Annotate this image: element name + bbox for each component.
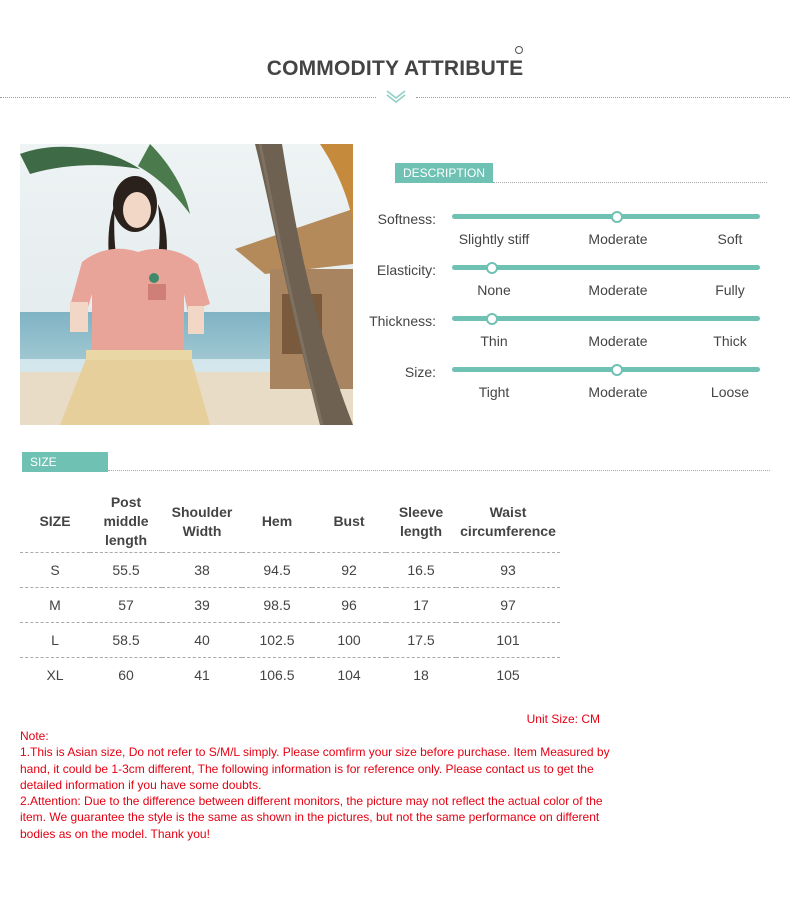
product-photo	[20, 144, 353, 425]
elasticity-scale-track	[452, 265, 760, 270]
header-waist-circumference: Waist circumference	[456, 491, 560, 553]
softness-option-low: Slightly stiff	[458, 231, 530, 247]
cell-post-middle-length: 55.5	[90, 553, 162, 588]
softness-option-mid: Moderate	[588, 231, 648, 247]
cell-shoulder-width: 40	[162, 623, 242, 658]
note-heading: Note:	[20, 729, 49, 743]
header-divider-left	[0, 97, 376, 98]
cell-sleeve-length: 18	[413, 667, 429, 683]
note-line-1: 1.This is Asian size, Do not refer to S/M/L simply. Please comfirm your size before purchase. Item Measured by hand, it could be 1-3cm different, The following information is for reference only. Please contact us to get the detailed information if you have some doubts.	[20, 745, 610, 792]
softness-scale-marker	[611, 211, 623, 223]
cell-waist-circumference: 101	[456, 623, 560, 658]
size-fit-option-mid: Moderate	[588, 384, 648, 400]
header-sleeve-length: Sleeve length	[386, 491, 456, 553]
thickness-label: Thickness:	[369, 313, 436, 329]
size-fit-scale-marker	[611, 364, 623, 376]
cell-bust: 92	[312, 553, 386, 588]
cell-hem: 94.5	[242, 553, 312, 588]
cell-shoulder-width: 39	[162, 588, 242, 623]
elasticity-option-high: Fully	[715, 282, 745, 298]
thickness-option-mid: Moderate	[588, 333, 648, 349]
table-row	[20, 623, 560, 658]
header-post-middle-length: Post middle length	[90, 491, 162, 553]
cell-hem: 98.5	[242, 588, 312, 623]
note-block	[20, 728, 610, 842]
cell-bust: 104	[337, 667, 361, 683]
unit-size-label: Unit Size: CM	[526, 712, 600, 726]
cell-hem: 102.5	[242, 623, 312, 658]
cell-waist-circumference: 105	[496, 667, 520, 683]
description-tag: DESCRIPTION	[395, 163, 493, 183]
elasticity-option-mid: Moderate	[588, 282, 648, 298]
size-table	[20, 491, 560, 692]
cell-size: S	[20, 553, 90, 588]
thickness-option-high: Thick	[713, 333, 747, 349]
cell-hem: 106.5	[259, 667, 295, 683]
chevron-down-icon	[385, 88, 407, 104]
elasticity-option-low: None	[477, 282, 511, 298]
elasticity-scale-marker	[486, 262, 498, 274]
thickness-scale-track	[452, 316, 760, 321]
size-filter-tag: SIZE FILTER	[22, 452, 108, 472]
softness-scale-track	[452, 214, 760, 219]
cell-post-middle-length: 57	[90, 588, 162, 623]
description-divider	[493, 182, 767, 183]
cell-size: L	[20, 623, 90, 658]
header-hem: Hem	[242, 491, 312, 553]
header-size: SIZE	[20, 491, 90, 553]
cell-bust: 100	[312, 623, 386, 658]
header-bust: Bust	[312, 491, 386, 553]
cell-shoulder-width: 41	[194, 667, 210, 683]
cell-shoulder-width: 38	[162, 553, 242, 588]
header-divider-right	[416, 97, 790, 98]
header-shoulder-width: Shoulder Width	[162, 491, 242, 553]
section-title: COMMODITY ATTRIBUTE	[266, 57, 524, 80]
degree-dot-icon	[515, 46, 523, 54]
cell-post-middle-length: 60	[118, 667, 134, 683]
cell-bust: 96	[312, 588, 386, 623]
cell-sleeve-length: 17	[386, 588, 456, 623]
size-fit-option-low: Tight	[478, 384, 510, 400]
softness-label: Softness:	[377, 211, 436, 227]
table-row	[20, 553, 560, 588]
size-fit-label: Size:	[404, 364, 436, 380]
table-header-row	[20, 491, 560, 553]
thickness-scale-marker	[486, 313, 498, 325]
size-fit-scale-track	[452, 367, 760, 372]
softness-option-high: Soft	[717, 231, 743, 247]
cell-waist-circumference: 97	[456, 588, 560, 623]
table-row	[20, 658, 560, 693]
cell-waist-circumference: 93	[456, 553, 560, 588]
thickness-option-low: Thin	[480, 333, 508, 349]
size-filter-divider	[108, 470, 770, 471]
cell-size: M	[20, 588, 90, 623]
cell-sleeve-length: 16.5	[386, 553, 456, 588]
note-line-2: 2.Attention: Due to the difference between different monitors, the picture may not reflect the actual color of the item. We guarantee the style is the same as shown in the pictures, but not the same performance on different bodies as on the model. Thank you!	[20, 794, 603, 841]
table-row	[20, 588, 560, 623]
elasticity-label: Elasticity:	[376, 262, 436, 278]
size-fit-option-high: Loose	[710, 384, 750, 400]
cell-post-middle-length: 58.5	[90, 623, 162, 658]
cell-sleeve-length: 17.5	[386, 623, 456, 658]
cell-size: XL	[46, 667, 64, 683]
